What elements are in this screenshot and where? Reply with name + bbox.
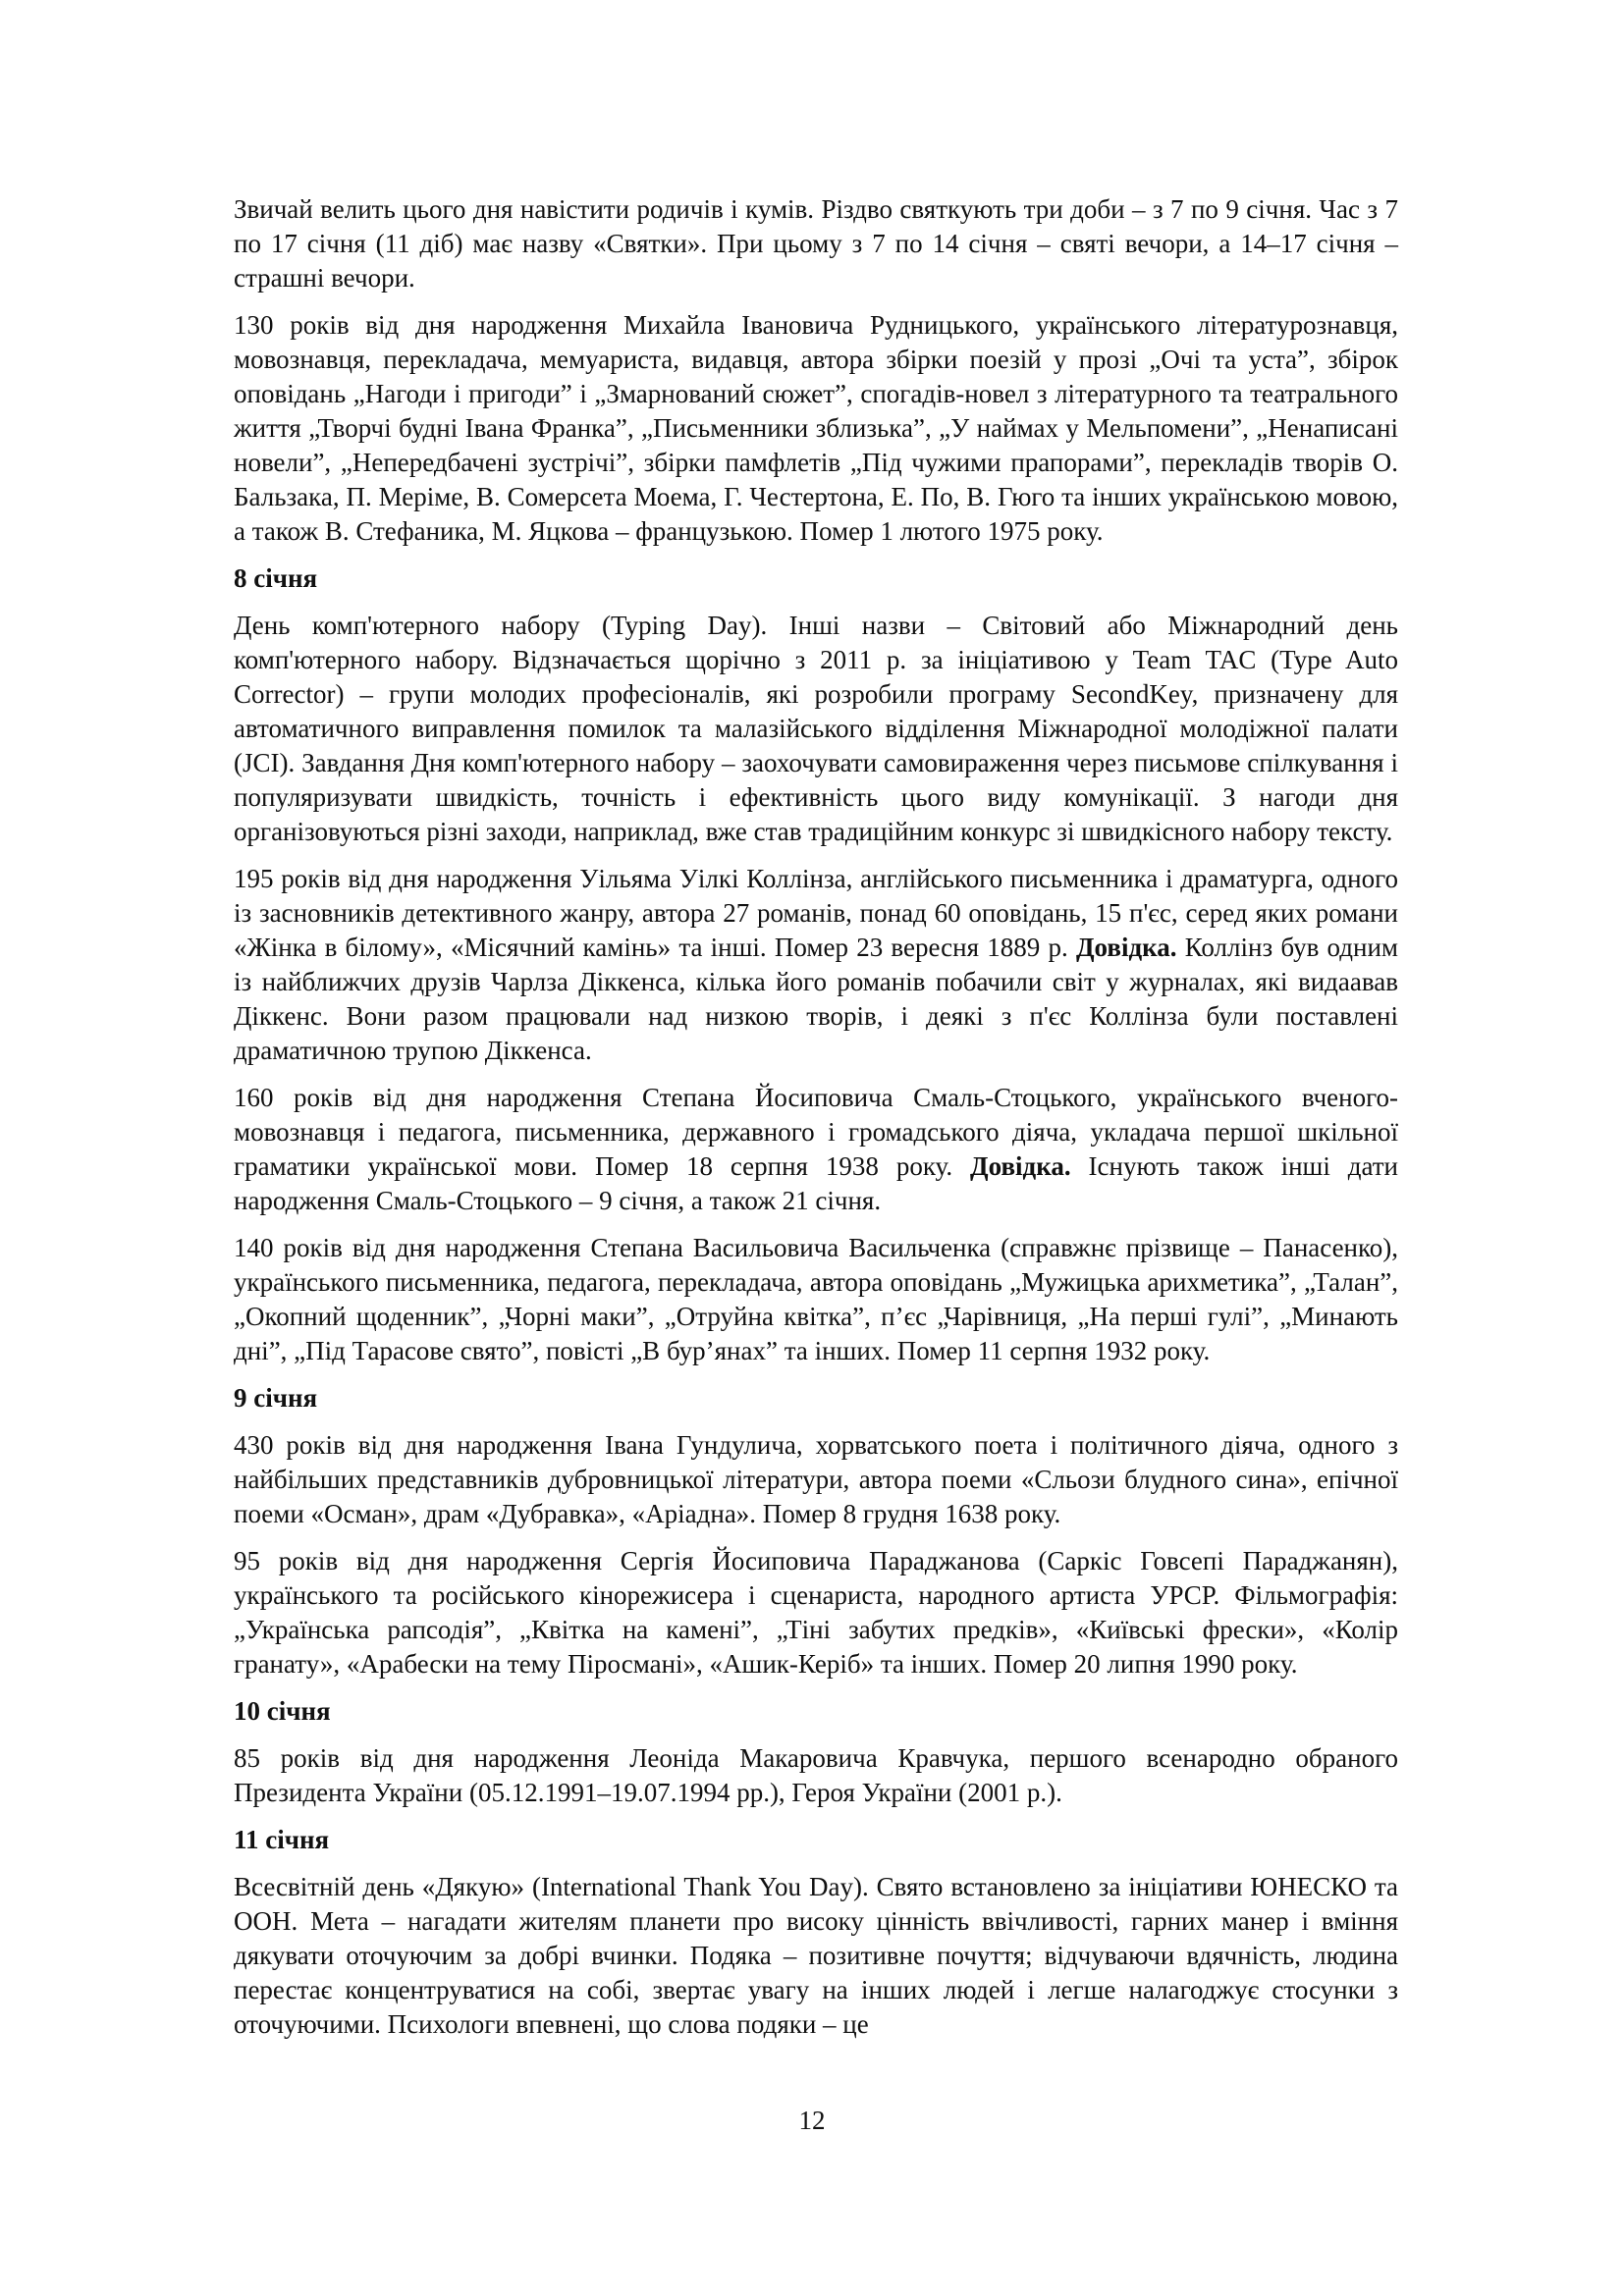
paragraph-gundulic: 430 років від дня народження Івана Гундулича, хорватського поета і політичного діяча, одного з найбільших представників дубровницької літератури, автора поеми «Сльози блудного сина», епічної поеми «Осман», драм «Дубравка», «Аріадна». Помер 8 грудня 1638 року. [234, 1430, 1398, 1528]
smal-stotskyi-note-label: Довідка. [970, 1151, 1071, 1181]
heading-jan-8: 8 січня [234, 563, 318, 593]
paragraph-kravchuk: 85 років від дня народження Леоніда Макаровича Кравчука, першого всенародно обраного Президента України (05.12.1991–19.07.1994 рр.), Героя України (2001 р.). [234, 1743, 1398, 1807]
heading-jan-11: 11 січня [234, 1825, 330, 1854]
paragraph-thank-you-day: Всесвітній день «Дякую» (International Thank You Day). Свято встановлено за ініціативи ЮНЕСКО та ООН. Мета – нагадати жителям планети про високу цінність ввічливості, гарних манер і вміння дякувати оточуючим за добрі вчинки. Подяка – позитивне почуття; відчуваючи вдячність, людина перестає концентруватися на собі, звертає увагу на інших людей і легше налагоджує стосунки з оточуючими. Психологи впевнені, що слова подяки – це [234, 1872, 1398, 2039]
paragraph-christmas-customs: Звичай велить цього дня навістити родичів і кумів. Різдво святкують три доби – з 7 по 9 січня. Час з 7 по 17 січня (11 діб) має назву «Святки». При цьому з 7 по 14 січня – святі вечори, а 14–17 січня – страшні вечори. [234, 194, 1398, 293]
paragraph-rudnytskyi: 130 років від дня народження Михайла Івановича Рудницького, українського літературознавця, мовознавця, перекладача, мемуариста, видавця, автора збірки поезій у прозі „Очі та уста”, збірок оповідань „Нагоди і пригоди” і „Змарнований сюжет”, спогадів-новел з літературного та театрального життя „Творчі будні Івана Франка”, „Письменники зблизька”, „У наймах у Мельпомени”, „Ненаписані новели”, „Непередбачені зустрічі”, збірки памфлетів „Під чужими прапорами”, перекладів творів О. Бальзака, П. Меріме, В. Сомерсета Моема, Г. Честертона, Е. По, В. Гюго та інших українською мовою, а також В. Стефаника, М. Яцкова – французькою. Помер 1 лютого 1975 року. [234, 310, 1398, 546]
heading-jan-10: 10 січня [234, 1696, 331, 1726]
heading-jan-9: 9 січня [234, 1383, 318, 1413]
collins-note-label: Довідка. [1075, 933, 1177, 962]
paragraph-typing-day: День комп'ютерного набору (Typing Day). Інші назви – Світовий або Міжнародний день комп'ютерного набору. Відзначається щорічно з 2011 р. за ініціативою у Team TAC (Type Auto Corrector) – групи молодих професіоналів, які розробили програму SecondKey, призначену для автоматичного виправлення помилок та малазійського відділення Міжнародної молодіжної палати (JCI). Завдання Дня комп'ютерного набору – заохочувати самовираження через письмове спілкування і популяризувати швидкість, точність і ефективність цього виду комунікації. З нагоди дня організовуються різні заходи, наприклад, вже став традиційним конкурс зі швидкісного набору тексту. [234, 611, 1398, 846]
smal-stotskyi-note-text: Існують також інші дати народження Смаль-Стоцького – 9 січня, а також 21 січня. [234, 1151, 1399, 1215]
document-body [234, 192, 1398, 2055]
collins-note-text: Коллінз був одним із найближчих друзів Чарлза Діккенса, кілька його романів побачили світ у журналах, які видаавав Діккенс. Вони разом працювали над низкою творів, і деякі з п'єс Коллінза були поставлені драматичною трупою Діккенса. [234, 933, 1398, 1065]
collins-text: 195 років від дня народження Уільяма Уілкі Коллінза, англійського письменника і драматурга, одного із засновників детективного жанру, автора 27 романів, понад 60 оповідань, 15 п'єс, серед яких романи «Жінка в білому», «Місячний камінь» та інші. Помер 23 вересня 1889 р. [234, 864, 1398, 962]
page-number: 12 [798, 2106, 826, 2135]
paragraph-collins [234, 862, 1398, 1068]
smal-stotskyi-text: 160 років від дня народження Степана Йосиповича Смаль-Стоцького, українського вченого-мовознавця і педагога, письменника, державного і громадського діяча, укладача першої шкільної граматики української мови. Помер 18 серпня 1938 року. [234, 1083, 1398, 1181]
paragraph-parajanov: 95 років від дня народження Сергія Йосиповича Параджанова (Саркіс Говсепі Параджанян), українського та російського кінорежисера і сценариста, народного артиста УРСР. Фільмографія: „Українська рапсодія”, „Квітка на камені”, „Тіні забутих предків», «Київські фрески», «Колір гранату», «Арабески на тему Піросмані», «Ашик-Керіб» та інших. Помер 20 липня 1990 року. [234, 1546, 1398, 1679]
paragraph-vasylchenko: 140 років від дня народження Степана Васильовича Васильченка (справжнє прізвище – Панасенко), українського письменника, педагога, перекладача, автора оповідань „Мужицька арихметика”, „Талан”, „Окопний щоденник”, „Чорні маки”, „Отруйна квітка”, п’єс „Чарівниця, „На перші гулі”, „Минають дні”, „Під Тарасове свято”, повісті „В бур’янах” та інших. Помер 11 серпня 1932 року. [234, 1233, 1398, 1365]
paragraph-smal-stotskyi [234, 1081, 1398, 1218]
